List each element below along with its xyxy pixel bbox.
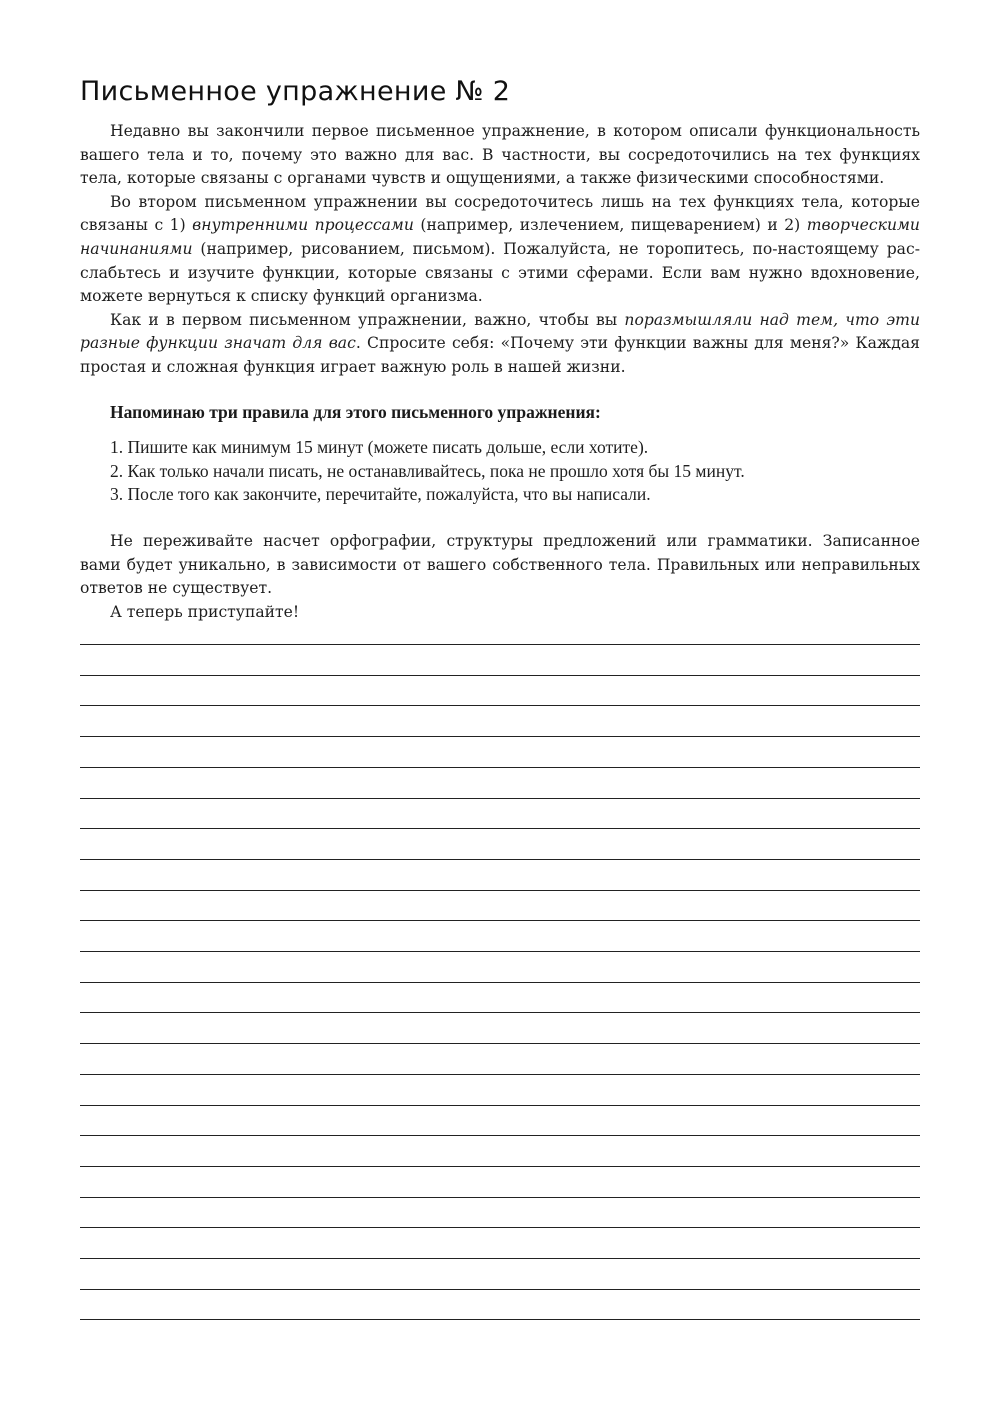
text-span: . Спросите себя: «Почему эти функции важны для меня?» Каждая простая и сложная функция играет важную роль в нашей жизни. [80, 334, 921, 376]
writing-line[interactable] [80, 1289, 920, 1290]
writing-line[interactable] [80, 1043, 920, 1044]
emphasis-creative-pursuits: творческими начинаниями [80, 216, 920, 258]
rule-item: 1. Пишите как минимум 15 минут (можете писать дольше, если хотите). [110, 437, 649, 457]
emphasis-reflect: поразмышляли над тем, что эти разные функции значат для вас [80, 310, 920, 353]
rules-list [110, 436, 745, 507]
text-span: (например, излечением, пищеварением) и 2) [413, 216, 807, 235]
writing-line[interactable] [80, 736, 920, 737]
paragraph-intro-2 [80, 191, 920, 309]
writing-line[interactable] [80, 1074, 920, 1075]
writing-line[interactable] [80, 1197, 920, 1198]
writing-line[interactable] [80, 1012, 920, 1013]
writing-line[interactable] [80, 705, 920, 706]
instructions-text [80, 120, 920, 380]
writing-line[interactable] [80, 1135, 920, 1136]
emphasis-internal-processes: внутренними процессами [192, 216, 414, 235]
rules-heading: Напоминаю три правила для этого письменного упражнения: [110, 402, 601, 422]
writing-line[interactable] [80, 859, 920, 860]
text-span: (например, рисованием, письмом). Пожалуйста, не торопитесь, по-настоящему расслабьтесь и изучите функции, которые связаны с этими сферами. Если вам нужно вдохновение, можете вернуться к списку функций организма. [80, 239, 920, 306]
writing-line[interactable] [80, 1258, 920, 1259]
writing-line[interactable] [80, 828, 920, 829]
page-title: Письменное упражнение № 2 [80, 76, 511, 107]
writing-line[interactable] [80, 1227, 920, 1228]
writing-line[interactable] [80, 767, 920, 768]
rule-item: 2. Как только начали писать, не останавливайтесь, пока не прошло хотя бы 15 минут. [110, 460, 745, 481]
writing-line[interactable] [80, 951, 920, 952]
paragraph-intro-3 [80, 309, 920, 380]
writing-line[interactable] [80, 675, 920, 676]
text-span: Во втором письменном упражнении вы сосредоточитесь лишь на тех функциях тела, которые связаны с 1) [80, 192, 920, 235]
paragraph-intro-1: Недавно вы закончили первое письменное упражнение, в котором описали функциональность вашего тела и то, почему это важно для вас. В частности, вы сосредоточились на тех функциях тела, которые связаны с органами чувств и ощущениями, а также физическими способностями. [80, 122, 920, 188]
writing-line[interactable] [80, 920, 920, 921]
writing-line[interactable] [80, 1166, 920, 1167]
writing-line[interactable] [80, 798, 920, 799]
writing-line[interactable] [80, 1319, 920, 1320]
writing-line[interactable] [80, 644, 920, 645]
writing-line[interactable] [80, 982, 920, 983]
text-span: Как и в первом письменном упражнении, важно, чтобы вы [110, 310, 625, 329]
paragraph-closing-2: А теперь приступайте! [110, 602, 300, 621]
closing-text [80, 530, 920, 624]
writing-line[interactable] [80, 1105, 920, 1106]
writing-line[interactable] [80, 890, 920, 891]
rule-item: 3. После того как закончите, перечитайте, пожалуйста, что вы написали. [110, 484, 651, 504]
paragraph-closing-1: Не переживайте насчет орфографии, структуры предложений или грамматики. Записанное вами будет уникально, в зависимости от вашего собственного тела. Правильных или неправильных ответов не существует. [80, 532, 920, 598]
